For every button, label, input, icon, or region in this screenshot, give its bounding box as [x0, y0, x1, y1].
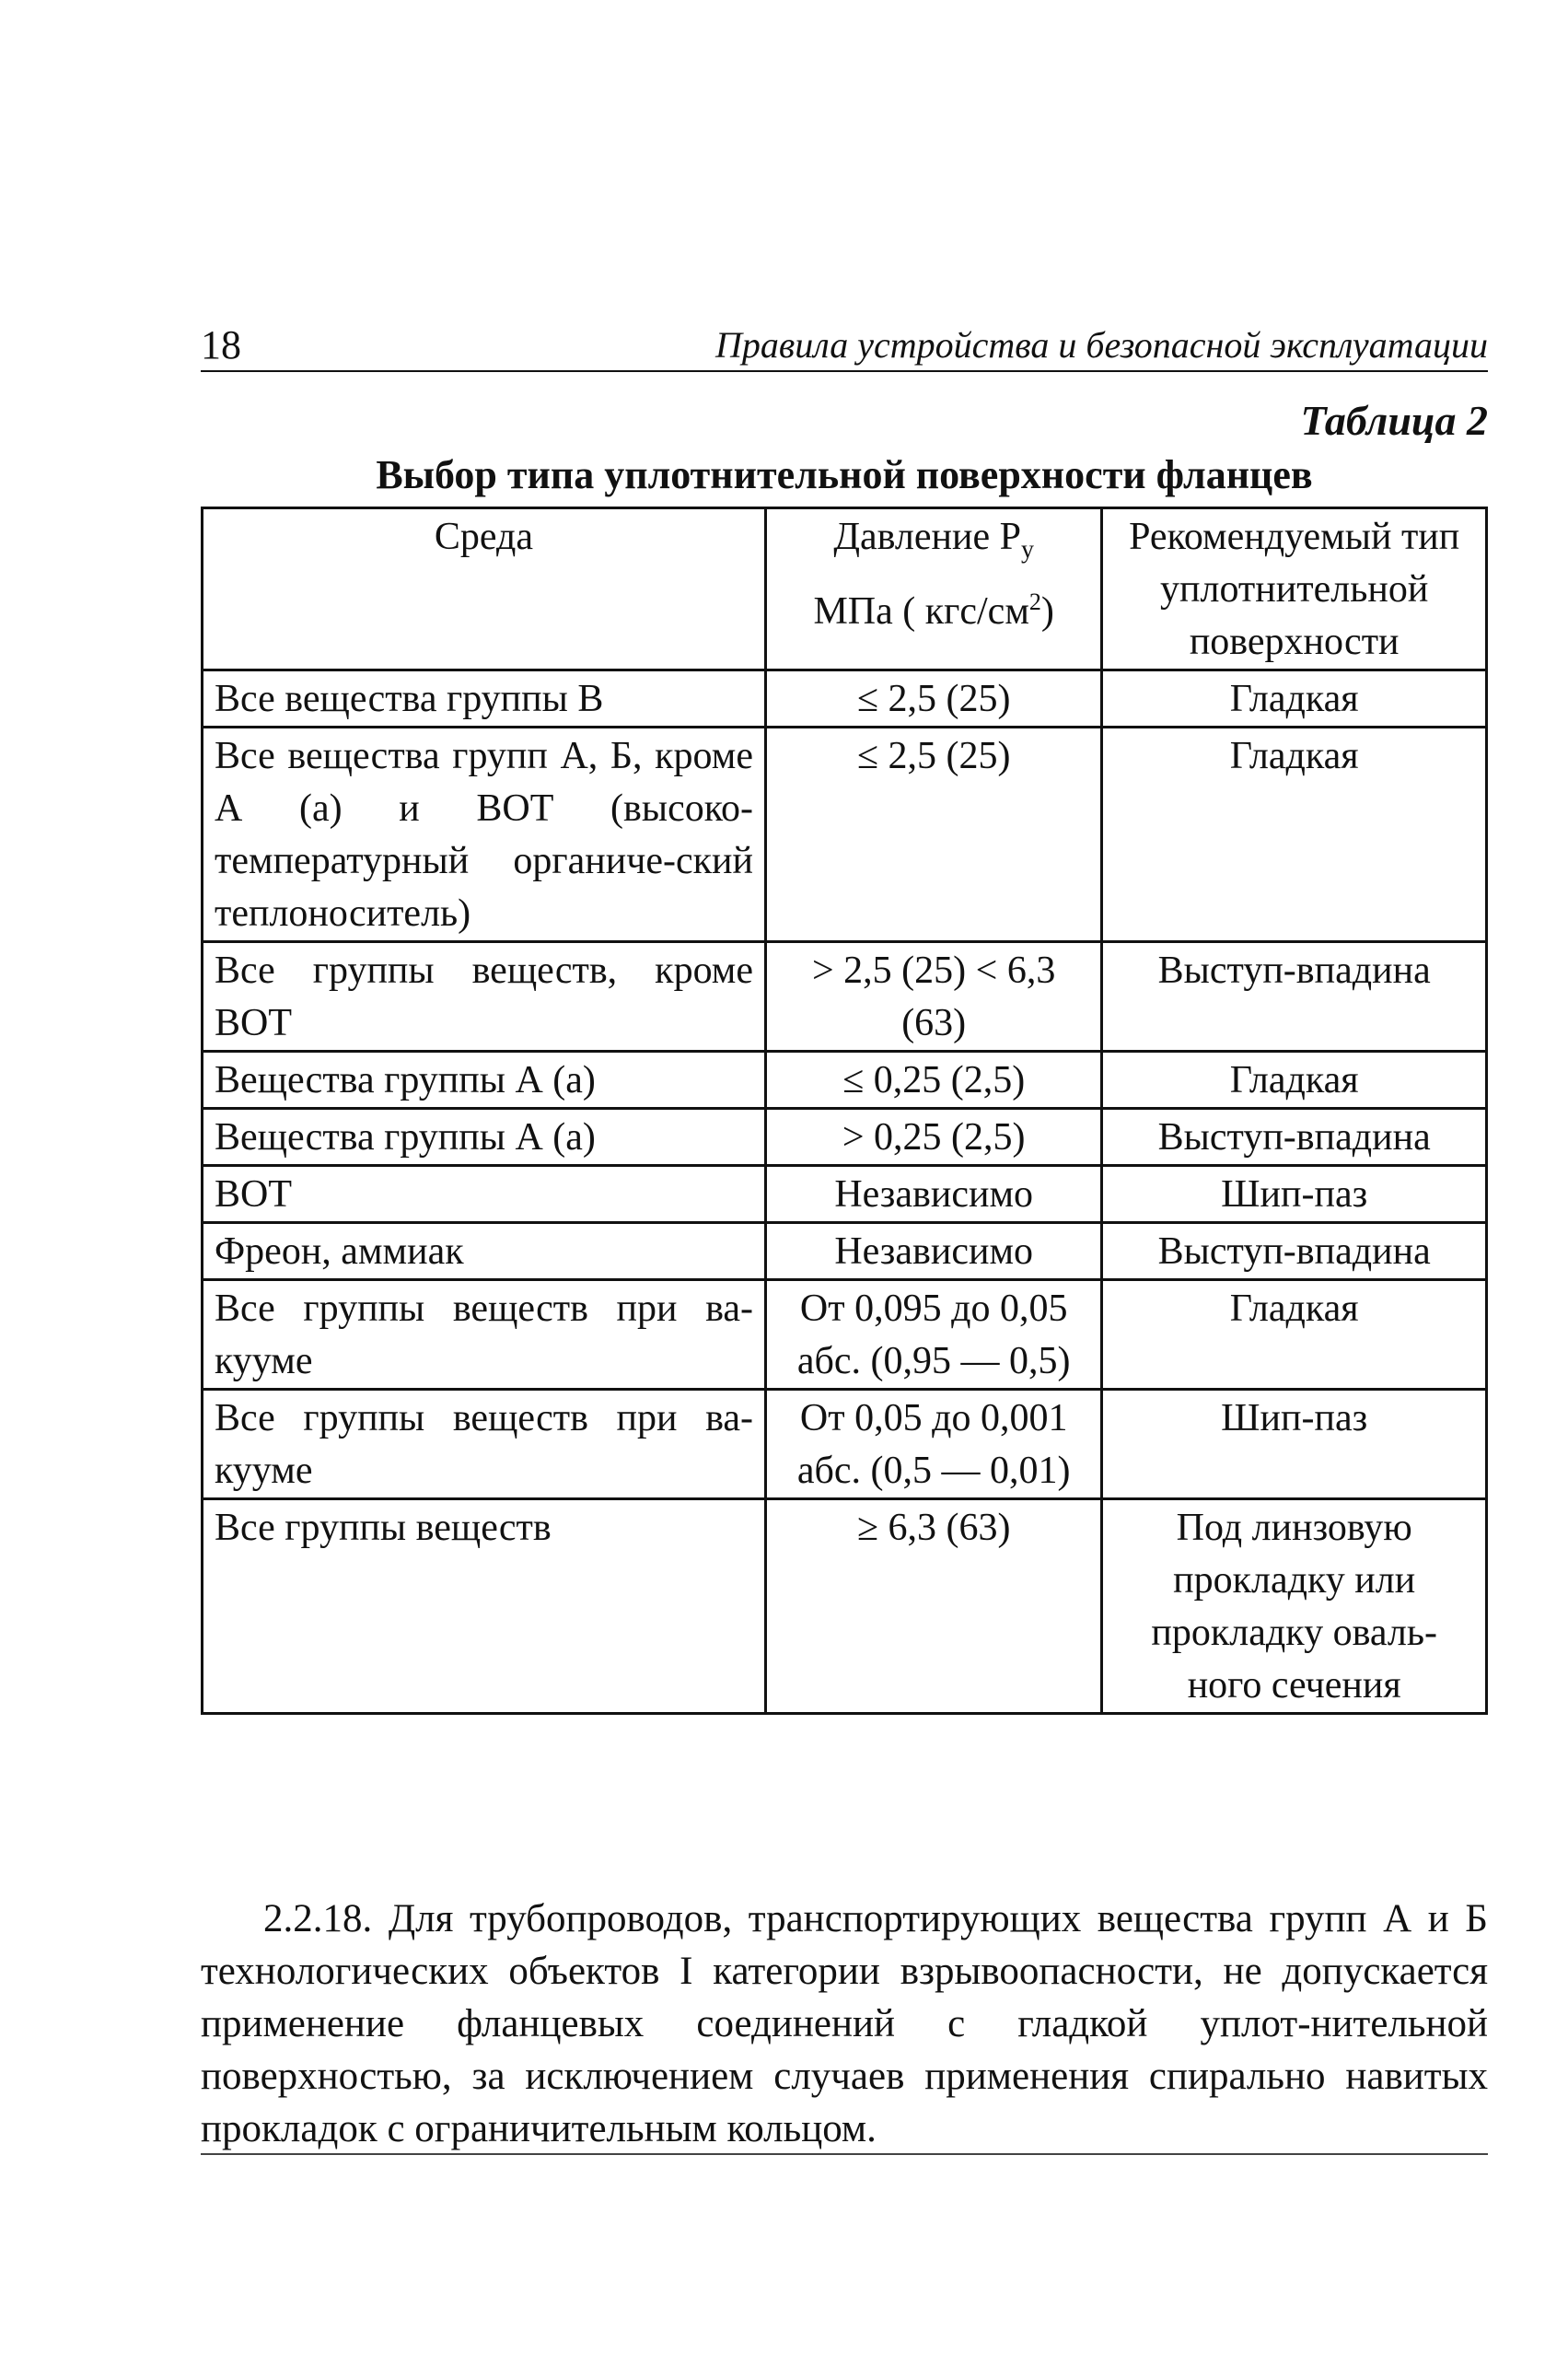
cell-medium: Фреон, аммиак	[203, 1223, 766, 1280]
cell-pressure: ≤ 2,5 (25)	[765, 728, 1101, 942]
cell-pressure: Независимо	[765, 1166, 1101, 1223]
cell-medium: Все группы веществ	[203, 1499, 766, 1714]
cell-pressure: ≤ 2,5 (25)	[765, 670, 1101, 728]
table-row	[203, 1280, 1487, 1390]
header-medium: Среда	[203, 508, 766, 670]
cell-medium: Все вещества группы В	[203, 670, 766, 728]
page-number: 18	[201, 322, 241, 367]
cell-type: Выступ-впадина	[1102, 1223, 1487, 1280]
header-pressure-sup: 2	[1028, 588, 1041, 616]
page-header	[201, 317, 1488, 372]
table-row	[203, 1109, 1487, 1166]
table-row	[203, 1166, 1487, 1223]
cell-medium: Вещества группы А (а)	[203, 1109, 766, 1166]
table-row	[203, 1390, 1487, 1499]
footer-rule	[201, 2153, 1488, 2155]
header-pressure-subscript: у	[1020, 535, 1034, 565]
cell-type: Гладкая	[1102, 670, 1487, 728]
table-row	[203, 1499, 1487, 1714]
cell-pressure: ≤ 0,25 (2,5)	[765, 1052, 1101, 1109]
table-row	[203, 728, 1487, 942]
cell-type: Выступ-впадина	[1102, 942, 1487, 1052]
header-pressure-units: МПа ( кгс/см	[813, 590, 1029, 634]
cell-medium: ВОТ	[203, 1166, 766, 1223]
header-pressure-label: Давление P	[833, 516, 1021, 558]
table-row	[203, 942, 1487, 1052]
table-header-row	[203, 508, 1487, 670]
cell-pressure: > 0,25 (2,5)	[765, 1109, 1101, 1166]
cell-medium: Все группы веществ при ва-кууме	[203, 1280, 766, 1390]
header-pressure-close: )	[1040, 590, 1054, 634]
table-row	[203, 1052, 1487, 1109]
cell-pressure: От 0,05 до 0,001 абс. (0,5 — 0,01)	[765, 1390, 1101, 1499]
cell-pressure: Независимо	[765, 1223, 1101, 1280]
cell-medium: Все группы веществ при ва-кууме	[203, 1390, 766, 1499]
cell-medium: Все вещества групп А, Б, кроме А (а) и ВОТ (высоко-температурный органиче-ский теплоноситель)	[203, 728, 766, 942]
cell-type: Выступ-впадина	[1102, 1109, 1487, 1166]
cell-type: Шип-паз	[1102, 1390, 1487, 1499]
cell-type: Гладкая	[1102, 1052, 1487, 1109]
cell-type: Гладкая	[1102, 1280, 1487, 1390]
cell-medium: Все группы веществ, кроме ВОТ	[203, 942, 766, 1052]
cell-pressure: > 2,5 (25) < 6,3 (63)	[765, 942, 1101, 1052]
flange-surface-table	[201, 507, 1488, 1715]
header-type: Рекомендуемый тип уплотнительной поверхности	[1102, 508, 1487, 670]
table-row	[203, 1223, 1487, 1280]
table-label: Таблица 2	[1300, 397, 1488, 444]
cell-pressure: От 0,095 до 0,05 абс. (0,95 — 0,5)	[765, 1280, 1101, 1390]
table-row	[203, 670, 1487, 728]
table-body	[203, 670, 1487, 1714]
cell-pressure: ≥ 6,3 (63)	[765, 1499, 1101, 1714]
header-pressure	[765, 508, 1101, 670]
cell-type: Гладкая	[1102, 728, 1487, 942]
body-paragraph: 2.2.18. Для трубопроводов, транспортирующих вещества групп А и Б технологических объектов I категории взрывоопасности, не допускается применение фланцевых соединений с гладкой уплот-нительной поверхностью, за исключением случаев применения спирально навитых прокладок с ограничительным кольцом.	[201, 1897, 1488, 2150]
table-caption: Выбор типа уплотнительной поверхности фланцев	[376, 452, 1313, 497]
cell-medium: Вещества группы А (а)	[203, 1052, 766, 1109]
cell-type: Шип-паз	[1102, 1166, 1487, 1223]
running-title: Правила устройства и безопасной эксплуатации	[715, 324, 1488, 366]
cell-type: Под линзовую прокладку или прокладку оваль-ного сечения	[1102, 1499, 1487, 1714]
